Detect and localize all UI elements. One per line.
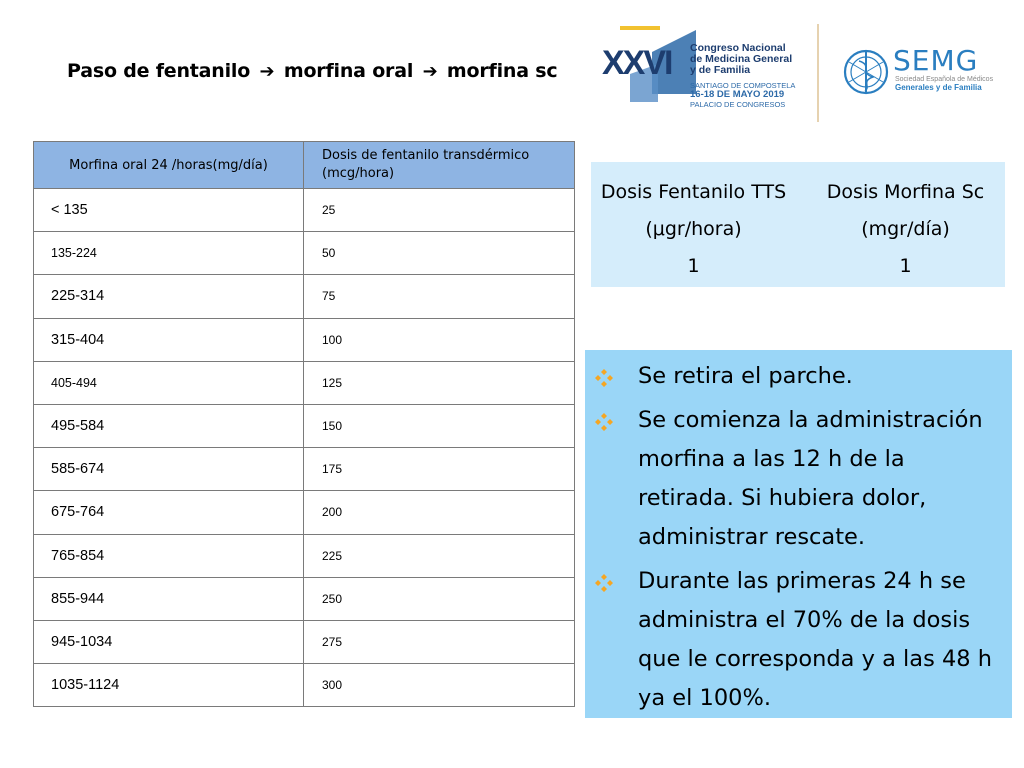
cell-morfina: 855-944: [34, 577, 304, 620]
table-row: [34, 275, 575, 318]
diamond-bullet-icon: [594, 573, 614, 593]
logo-numeral: XXVI: [602, 44, 672, 82]
cell-morfina: 405-494: [34, 361, 304, 404]
congress-name: [690, 43, 792, 76]
cell-fentanilo: 275: [304, 620, 575, 663]
list-item: [638, 401, 994, 557]
cell-morfina: 225-314: [34, 275, 304, 318]
cell-morfina: 945-1034: [34, 620, 304, 663]
title-part-morfina-oral: morfina oral: [283, 60, 414, 82]
cell-fentanilo: 175: [304, 448, 575, 491]
ratio-label: Dosis Morfina Sc: [826, 181, 985, 203]
congress-dates: 16-18 DE MAYO 2019: [690, 89, 785, 100]
list-item: [638, 357, 994, 396]
semg-subtitle: [895, 76, 993, 92]
ratio-unit: (μgr/hora): [645, 218, 742, 240]
congress-name-line: Congreso Nacional: [690, 42, 786, 54]
congress-city: SANTIAGO DE COMPOSTELA: [690, 81, 796, 90]
logo-yellow-band: [620, 26, 660, 30]
semg-emblem-icon: [841, 47, 891, 97]
ratio-unit: (mgr/día): [861, 218, 950, 240]
congress-details: [690, 81, 795, 109]
notes-box: [585, 350, 1012, 718]
conversion-table: [33, 141, 575, 707]
congress-venue: PALACIO DE CONGRESOS: [690, 100, 786, 109]
logo-divider: [817, 24, 819, 122]
table-row: [34, 664, 575, 707]
cell-morfina: 765-854: [34, 534, 304, 577]
diamond-bullet-icon: [594, 368, 614, 388]
header-morfina-oral: Morfina oral 24 /horas(mg/día): [34, 142, 304, 189]
cell-fentanilo: 150: [304, 404, 575, 447]
header-fentanilo: Dosis de fentanilo transdérmico (mcg/hora): [304, 142, 575, 189]
notes-list: [585, 350, 1012, 718]
cell-morfina: 1035-1124: [34, 664, 304, 707]
note-text: Durante las primeras 24 h se administra el 70% de la dosis que le corresponda y a las 48 h ya el 100%.: [638, 568, 992, 711]
table-row: [34, 448, 575, 491]
table-row: [34, 577, 575, 620]
cell-fentanilo: 225: [304, 534, 575, 577]
cell-morfina: 675-764: [34, 491, 304, 534]
semg-name: SEMG: [893, 44, 979, 77]
diamond-bullet-icon: [594, 412, 614, 432]
semg-subtitle-line: Sociedad Española de Médicos: [895, 76, 994, 83]
ratio-col-morfina: [806, 174, 1005, 285]
table-row: [34, 534, 575, 577]
cell-morfina: 495-584: [34, 404, 304, 447]
congress-name-line: de Medicina General: [690, 53, 793, 65]
congress-name-line: y de Familia: [690, 64, 751, 76]
cell-fentanilo: 250: [304, 577, 575, 620]
arrow-right-icon: ➔: [422, 61, 438, 82]
cell-fentanilo: 50: [304, 232, 575, 275]
table-row: [34, 491, 575, 534]
table-row: [34, 232, 575, 275]
table-row: [34, 620, 575, 663]
cell-fentanilo: 100: [304, 318, 575, 361]
title-part-morfina-sc: morfina sc: [446, 60, 558, 82]
cell-fentanilo: 200: [304, 491, 575, 534]
ratio-box: [591, 162, 1005, 287]
ratio-label: Dosis Fentanilo TTS: [600, 181, 787, 203]
list-item: [638, 562, 994, 718]
cell-morfina: 135-224: [34, 232, 304, 275]
slide-title: [67, 60, 557, 82]
cell-fentanilo: 75: [304, 275, 575, 318]
ratio-value: 1: [687, 255, 700, 277]
table-header-row: [34, 142, 575, 189]
table-row: [34, 404, 575, 447]
semg-subtitle-line: Generales y de Familia: [895, 83, 982, 92]
cell-morfina: 585-674: [34, 448, 304, 491]
note-text: Se comienza la administración morfina a las 12 h de la retirada. Si hubiera dolor, administrar rescate.: [638, 407, 983, 550]
ratio-col-fentanilo: [591, 174, 796, 285]
cell-fentanilo: 125: [304, 361, 575, 404]
note-text: Se retira el parche.: [638, 363, 853, 389]
arrow-right-icon: ➔: [259, 61, 275, 82]
table-row: [34, 318, 575, 361]
table-row: [34, 361, 575, 404]
ratio-value: 1: [899, 255, 912, 277]
cell-fentanilo: 25: [304, 189, 575, 232]
cell-fentanilo: 300: [304, 664, 575, 707]
title-part-fentanilo: Paso de fentanilo: [67, 60, 251, 82]
cell-morfina: < 135: [34, 189, 304, 232]
cell-morfina: 315-404: [34, 318, 304, 361]
table-row: [34, 189, 575, 232]
